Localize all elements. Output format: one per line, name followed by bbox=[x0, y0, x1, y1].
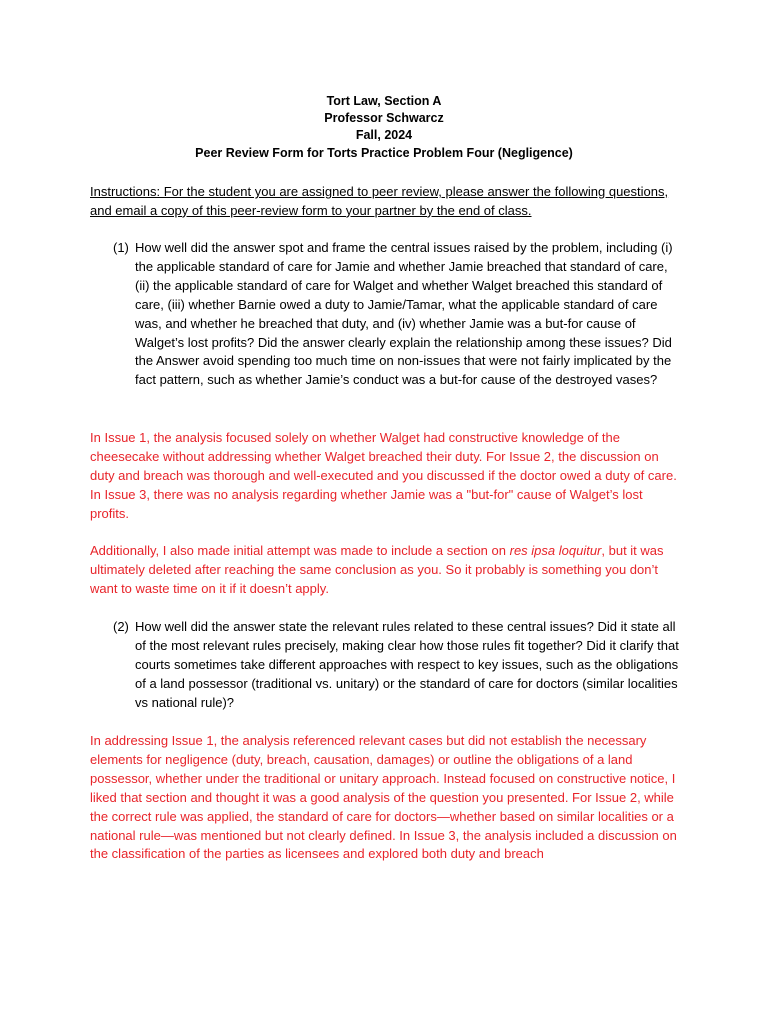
answer-paragraph-1: In Issue 1, the analysis focused solely on whether Walget had constructive knowledge of the cheesecake without addressing whether Walget breached their duty. For Issue 2, the discussion on duty and breach was thorough and well-executed and you discussed if the doctor owed a duty of care. In Issue 3, there was no analysis regarding whether Jamie was a "but-for" cause of Walget’s lost profits. bbox=[90, 430, 677, 521]
question-2 bbox=[90, 618, 682, 713]
question-text: How well did the answer spot and frame the central issues raised by the problem, including (i) the applicable standard of care for Jamie and whether Jamie breached that standard of care, (ii) the applicable standard of care for Walget and whether Walget breached this standard of care, (iii) whether Barnie owed a duty to Jamie/Tamar, what the applicable standard of care was, and whether he breached that duty, and (iv) whether Jamie was a but-for cause of Walget’s lost profits? Did the answer clearly explain the relationship among these issues? Did the Answer avoid spending too much time on non-issues that were not fairly implicated by the fact pattern, such as whether Jamie’s conduct was a but-for cause of the destroyed vases? bbox=[135, 240, 673, 388]
professor-name: Professor Schwarcz bbox=[324, 111, 444, 126]
answer-text-part: Additionally, I also made initial attempt was made to include a section on bbox=[90, 543, 510, 558]
term: Fall, 2024 bbox=[355, 128, 413, 143]
question-text: How well did the answer state the relevant rules related to these central issues? Did it state all of the most relevant rules precisely, making clear how those rules fit together? Did it clarify that courts sometimes take different approaches with respect to key issues, such as the obligations of a land possessor (traditional vs. unitary) or the standard of care for doctors (similar localities vs national rule)? bbox=[135, 619, 679, 710]
form-title: Peer Review Form for Torts Practice Problem Four (Negligence) bbox=[195, 145, 573, 160]
answer-paragraph-2 bbox=[90, 542, 682, 599]
course-title: Tort Law, Section A bbox=[326, 94, 442, 108]
document-header bbox=[0, 93, 768, 162]
question-1 bbox=[90, 239, 682, 390]
instructions: Instructions: For the student you are assigned to peer review, please answer the following questions, and email a copy of this peer-review form to your partner by the end of class. bbox=[90, 184, 669, 218]
answer-paragraph-3: In addressing Issue 1, the analysis referenced relevant cases but did not establish the necessary elements for negligence (duty, breach, causation, damages) or outline the obligations of a land possessor, whether under the traditional or unitary approach. Instead focused on constructive notice, I liked that section and thought it was a good analysis of the question you presented. For Issue 2, while the correct rule was applied, the standard of care for doctors—whether based on similar localities or a national rule—was mentioned but not clearly defined. In Issue 3, the analysis included a discussion on the classification of the parties as licensees and explored both duty and breach bbox=[90, 733, 677, 862]
answer-text-part: , but it was ultimately deleted after reaching the same conclusion as you. So it probably is something you don’t want to waste time on it if it doesn’t apply. bbox=[90, 543, 664, 596]
question-number: (1) bbox=[113, 240, 129, 255]
question-number: (2) bbox=[113, 619, 129, 634]
answer-italic-term: res ipsa loquitur bbox=[509, 543, 602, 558]
